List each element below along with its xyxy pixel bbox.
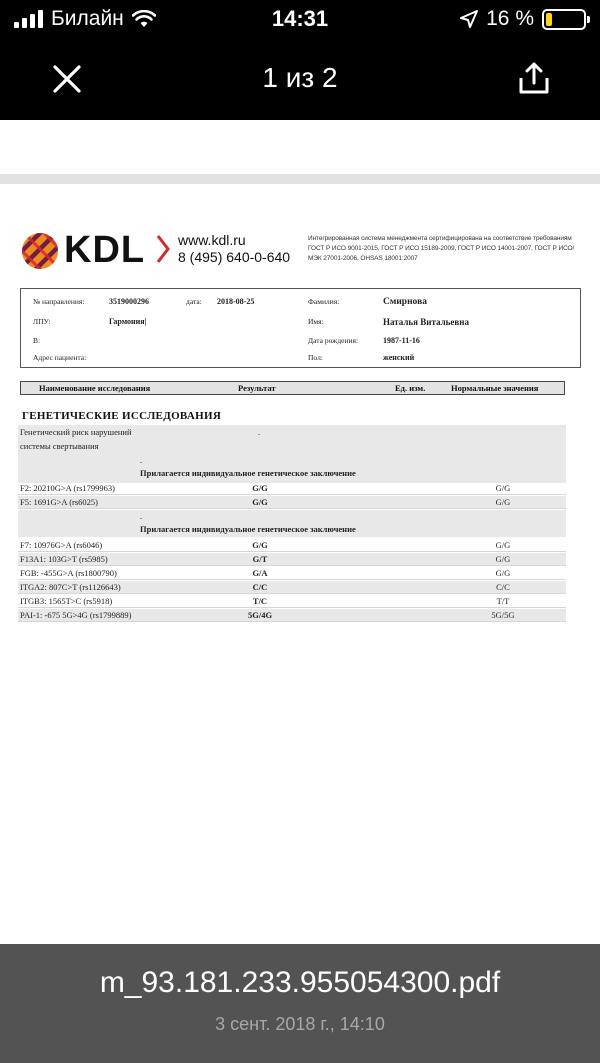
table-row bbox=[18, 496, 566, 509]
v-label: В: bbox=[33, 336, 41, 345]
table-row bbox=[18, 482, 566, 495]
kdl-brand: KDL bbox=[64, 229, 146, 271]
row-result: G/A bbox=[252, 568, 268, 578]
col-header-result: Результат bbox=[238, 383, 276, 393]
kdl-logo-icon bbox=[20, 231, 60, 271]
row-name: ITGB3: 1565T>C (rs5918) bbox=[20, 596, 113, 606]
location-arrow-icon bbox=[460, 10, 478, 28]
birth-label: Дата рождения: bbox=[308, 336, 359, 345]
row-name: ITGA2: 807C>T (rs1126643) bbox=[20, 582, 121, 592]
kdl-contacts bbox=[178, 232, 290, 266]
row-name: F13A1: 103G>T (rs5985) bbox=[20, 554, 108, 564]
referral-label: № направления: bbox=[33, 297, 85, 306]
battery-fill bbox=[546, 13, 552, 26]
risk-dot: . bbox=[258, 427, 261, 437]
battery-icon bbox=[542, 9, 586, 30]
chevron-right-icon bbox=[156, 234, 170, 264]
file-info-bar bbox=[0, 944, 600, 1063]
share-icon bbox=[517, 61, 551, 95]
status-right bbox=[460, 7, 586, 31]
page-counter: 1 из 2 bbox=[262, 62, 338, 93]
table-row bbox=[18, 609, 566, 622]
lpu-label: ЛПУ: bbox=[33, 317, 51, 326]
row-name: PAI-1: -675 5G>4G (rs1799889) bbox=[20, 610, 132, 620]
row-normal: T/T bbox=[496, 596, 510, 606]
status-time: 14:31 bbox=[271, 6, 329, 31]
previous-page[interactable] bbox=[0, 120, 600, 174]
table-row bbox=[18, 539, 566, 552]
name-value: Наталья Витальевна bbox=[383, 317, 469, 327]
row-result: G/G bbox=[252, 540, 268, 550]
date-value: 2018-08-25 bbox=[217, 297, 255, 306]
status-bar bbox=[0, 0, 600, 40]
date-label: дата: bbox=[186, 297, 202, 306]
row-normal: G/G bbox=[495, 540, 511, 550]
row-result: G/T bbox=[252, 554, 268, 564]
risk-line-2: системы свертывания bbox=[20, 441, 99, 451]
section-title: ГЕНЕТИЧЕСКИЕ ИССЛЕДОВАНИЯ bbox=[22, 410, 222, 422]
document-page[interactable] bbox=[0, 184, 600, 944]
table-row bbox=[18, 595, 566, 608]
row-normal: G/G bbox=[495, 497, 511, 507]
row-result: T/C bbox=[252, 596, 268, 606]
battery-percent: 16 % bbox=[486, 7, 534, 30]
table-row bbox=[18, 553, 566, 566]
row-name: F7: 10976G>A (rs6046) bbox=[20, 540, 103, 550]
conclusion-note-2: Прилагается индивидуальное генетическое заключение bbox=[140, 524, 356, 534]
row-result: G/G bbox=[252, 497, 268, 507]
document-header bbox=[20, 228, 580, 272]
address-label: Адрес пациента: bbox=[33, 353, 87, 362]
row-normal: C/C bbox=[496, 582, 510, 592]
col-header-normal: Нормальные значения bbox=[451, 383, 539, 393]
row-normal: G/G bbox=[495, 483, 511, 493]
nav-bar bbox=[0, 40, 600, 120]
col-header-units: Ед. изм. bbox=[395, 383, 426, 393]
sex-label: Пол: bbox=[308, 353, 323, 362]
name-label: Имя: bbox=[308, 317, 324, 326]
row-name: F5: 1691G>A (rs6025) bbox=[20, 497, 98, 507]
birth-value: 1987-11-16 bbox=[383, 336, 420, 345]
file-date: 3 сент. 2018 г., 14:10 bbox=[215, 1014, 385, 1034]
page-separator bbox=[0, 174, 600, 184]
row-result: C/C bbox=[252, 582, 268, 592]
risk-line-1: Генетический риск нарушений bbox=[20, 427, 132, 437]
row-result: 5G/4G bbox=[248, 610, 273, 620]
referral-value: 3519000296 bbox=[109, 297, 149, 306]
row-normal: G/G bbox=[495, 568, 511, 578]
patient-info-box bbox=[20, 288, 581, 368]
risk-block bbox=[18, 425, 566, 483]
carrier-name: Билайн bbox=[51, 7, 124, 30]
row-normal: 5G/5G bbox=[491, 610, 515, 620]
conclusion-dot-2: . bbox=[140, 511, 143, 521]
file-name: m_93.181.233.955054300.pdf bbox=[99, 966, 501, 999]
share-button[interactable] bbox=[514, 55, 554, 101]
table-row bbox=[18, 581, 566, 594]
kdl-phone: 8 (495) 640-0-640 bbox=[178, 249, 291, 265]
col-header-name: Наименование исследования bbox=[39, 383, 151, 393]
sex-value: женский bbox=[383, 353, 415, 362]
row-name: FGB: -455G>A (rs1800790) bbox=[20, 568, 117, 578]
kdl-certification: Интегрированная система менеджмента сертифицирована на соответствие требованиям ГОСТ Р ИСО 9001-2015, ГОСТ Р ИСО 15189-2009, ГОСТ Р ИСО 14001-2007, ГОСТ Р ИСО/МЭК 27001-2006, OHSAS 18001:2007 bbox=[308, 235, 575, 262]
row-name: F2: 20210G>A (rs1799963) bbox=[20, 483, 115, 493]
surname-value: Смирнова bbox=[383, 297, 427, 307]
table-row bbox=[18, 567, 566, 580]
conclusion-note-1: Прилагается индивидуальное генетическое заключение bbox=[140, 468, 356, 478]
row-result: G/G bbox=[252, 483, 268, 493]
lpu-value: Гармония| bbox=[109, 317, 147, 326]
row-normal: G/G bbox=[495, 554, 511, 564]
conclusion-block-2 bbox=[18, 510, 566, 537]
results-table-header bbox=[20, 381, 565, 395]
surname-label: Фамилия: bbox=[308, 297, 340, 306]
conclusion-dot-1: . bbox=[140, 455, 143, 465]
kdl-website: www.kdl.ru bbox=[178, 232, 246, 248]
